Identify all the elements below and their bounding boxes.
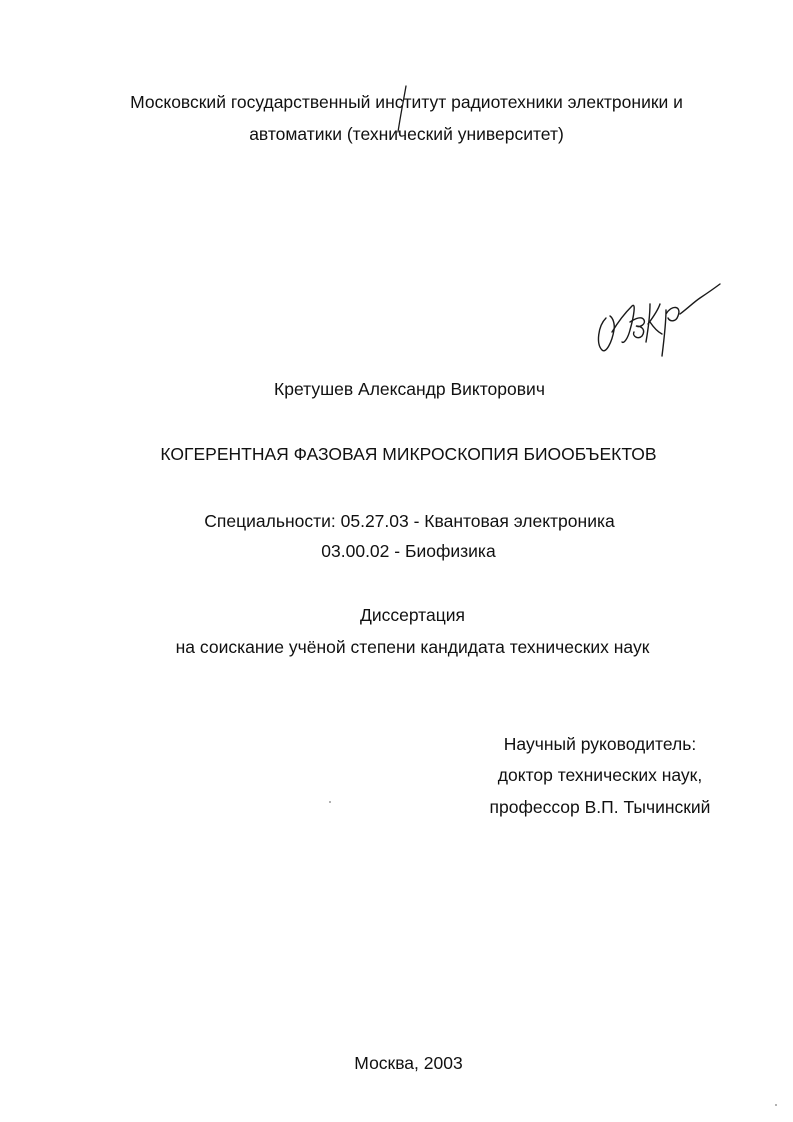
scan-speck (329, 801, 331, 803)
institution-line-2: автоматики (технический университет) (249, 124, 564, 144)
degree-line: на соискание учёной степени кандидата технических наук (175, 637, 650, 657)
specialty-line-2: 03.00.02 - Биофизика (321, 541, 496, 561)
supervisor-degree: доктор технических наук, (497, 765, 703, 785)
scan-speck (775, 1104, 777, 1106)
author-name: Кретушев Александр Викторович (274, 379, 545, 399)
handwritten-signature (588, 270, 728, 360)
dissertation-label: Диссертация (359, 605, 466, 625)
supervisor-label: Научный руководитель: (503, 734, 697, 754)
pen-stroke-mark (392, 84, 412, 144)
specialty-line-1: Специальности: 05.27.03 - Квантовая электроника (204, 511, 615, 531)
supervisor-name: профессор В.П. Тычинский (489, 797, 711, 817)
institution-line-1: Московский государственный институт радиотехники электроники и (130, 92, 683, 112)
city-year: Москва, 2003 (354, 1053, 463, 1073)
dissertation-title: КОГЕРЕНТНАЯ ФАЗОВАЯ МИКРОСКОПИЯ БИООБЪЕКТОВ (160, 444, 657, 464)
